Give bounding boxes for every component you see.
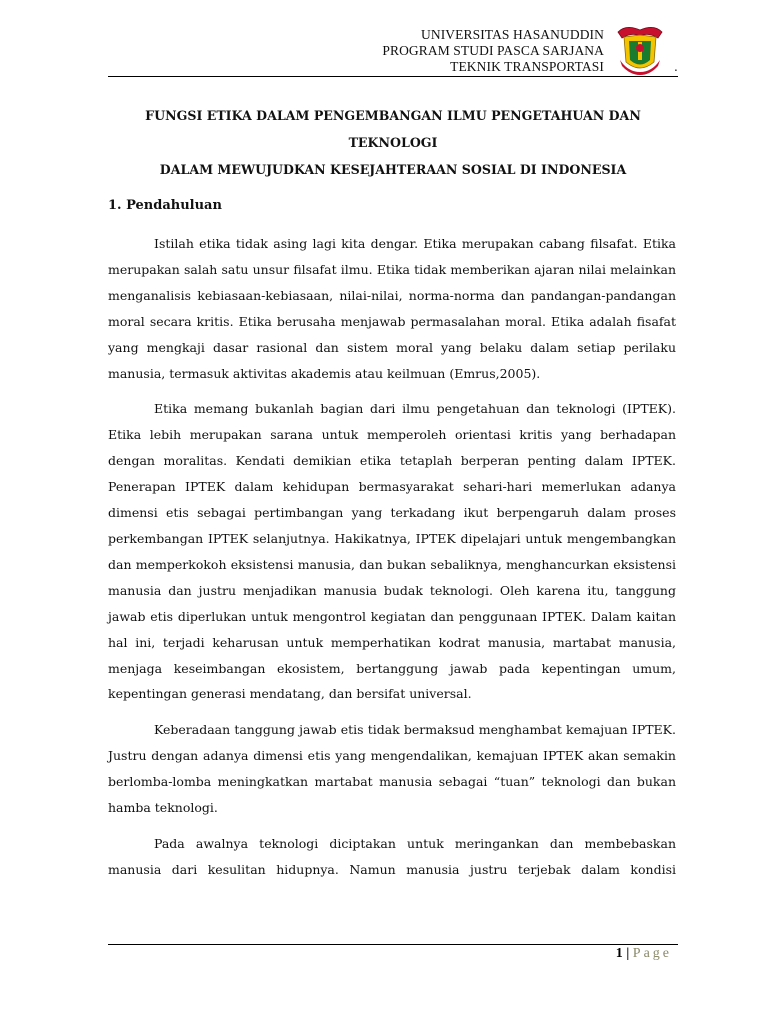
header-department: TEKNIK TRANSPORTASI	[450, 59, 604, 74]
page-number: 1	[615, 946, 623, 961]
header-divider	[108, 76, 678, 77]
page-footer	[616, 946, 672, 962]
section-heading: 1. Pendahuluan	[108, 198, 222, 213]
paragraph: Istilah etika tidak asing lagi kita dengar. Etika merupakan cabang filsafat. Etika merupakan salah satu unsur filsafat ilmu. Etika tidak memberikan ajaran nilai melainkan menganalisis kebiasaan-kebiasaan, nilai-nilai, norma-norma dan pandangan-pandangan moral secara kritis. Etika berusaha menjawab permasalahan moral. Etika adalah fisafat yang mengkaji dasar rasional dan sistem moral yang belaku dalam setiap perilaku manusia, termasuk aktivitas akademis atau keilmuan (Emrus,2005).	[108, 236, 676, 381]
page-label: Page	[632, 946, 672, 961]
paragraph: Pada awalnya teknologi diciptakan untuk meringankan dan membebaskan manusia dari kesulitan hidupnya. Namun manusia justru terjebak dalam kondisi	[108, 835, 676, 877]
document-title	[108, 102, 678, 183]
body-text	[108, 231, 676, 893]
title-line-1: FUNGSI ETIKA DALAM PENGEMBANGAN ILMU PENGETAHUAN DAN TEKNOLOGI	[145, 108, 641, 150]
header-university: UNIVERSITAS HASANUDDIN	[421, 27, 604, 42]
university-logo-icon	[616, 22, 664, 76]
paragraph: Keberadaan tanggung jawab etis tidak bermaksud menghambat kemajuan IPTEK. Justru dengan adanya dimensi etis yang mengendalikan, kemajuan IPTEK akan semakin berlomba-lomba meningkatkan martabat manusia sebagai “tuan” teknologi dan bukan hamba teknologi.	[108, 722, 676, 816]
footer-separator: |	[626, 946, 630, 961]
title-line-2: DALAM MEWUJUDKAN KESEJAHTERAAN SOSIAL DI INDONESIA	[159, 162, 627, 177]
paragraph: Etika memang bukanlah bagian dari ilmu pengetahuan dan teknologi (IPTEK). Etika lebih merupakan sarana untuk memperoleh orientasi kritis yang berhadapan dengan moralitas. Kendati demikian etika tetaplah berperan penting dalam IPTEK. Penerapan IPTEK dalam kehidupan bermasyarakat sehari-hari memerlukan adanya dimensi etis sebagai pertimbangan yang terkadang ikut berpengaruh dalam proses perkembangan IPTEK selanjutnya. Hakikatnya, IPTEK dipelajari untuk mengembangkan dan memperkokoh eksistensi manusia, dan bukan sebaliknya, menghancurkan eksistensi manusia dan justru menjadikan manusia budak teknologi. Oleh karena itu, tanggung jawab etis diperlukan untuk mengontrol kegiatan dan penggunaan IPTEK. Dalam kaitan hal ini, terjadi keharusan untuk memperhatikan kodrat manusia, martabat manusia, menjaga keseimbangan ekosistem, bertanggung jawab pada kepentingan umum, kepentingan generasi mendatang, dan bersifat universal.	[108, 401, 676, 702]
footer-divider	[108, 944, 678, 945]
header-program: PROGRAM STUDI PASCA SARJANA	[382, 43, 604, 58]
header-dot: .	[674, 60, 678, 74]
university-header	[382, 27, 604, 75]
